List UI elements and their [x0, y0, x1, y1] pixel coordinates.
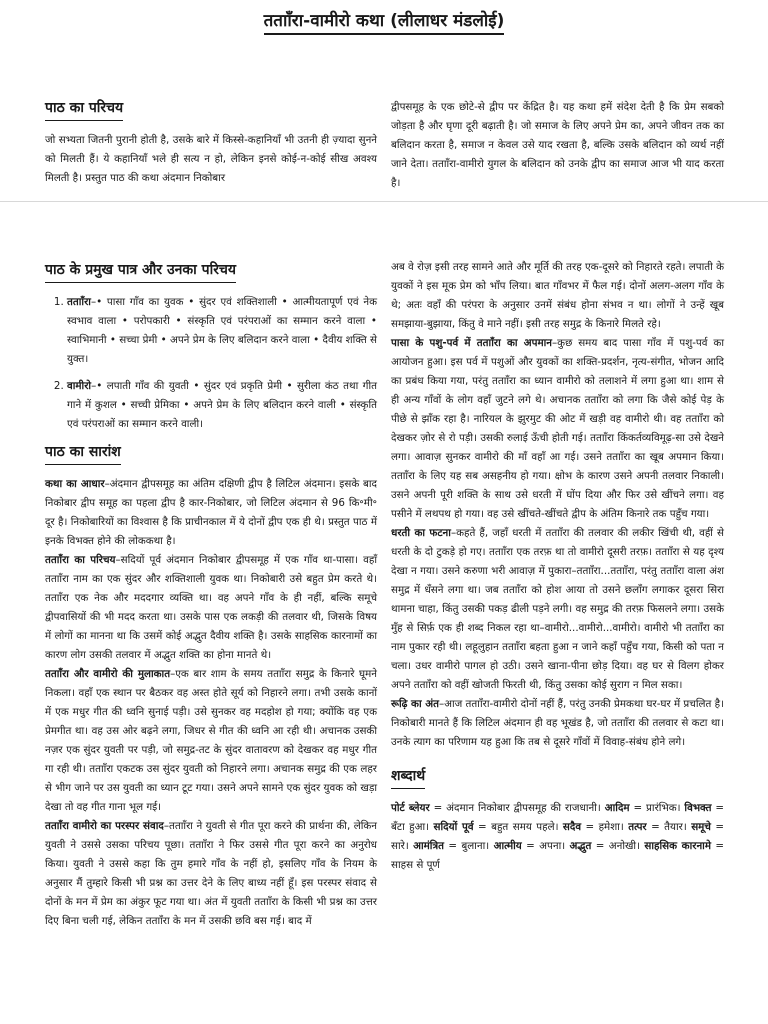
glossary-meaning: = अंदमान निकोबार द्वीपसमूह की राजधानी। [429, 802, 605, 814]
story-paragraph [391, 524, 724, 695]
story-paragraph [391, 695, 724, 752]
character-name: वामीरो [67, 380, 92, 392]
glossary-word: सदियों पूर्व [433, 821, 474, 833]
character-desc: –• लपाती गाँव की युवती • सुंदर एवं प्रकृति प्रेमी • सुरीला कंठ तथा गीत गाने में कुशल • सच्ची प्रेमिका • अपने प्रेम के लिए बलिदान करने वाली • संस्कृति एवं परंपराओं का सम्मान करने वाली। [67, 380, 377, 430]
glossary-meaning: = अपना। [521, 840, 570, 852]
glossary-meaning: = तैयार। [646, 821, 692, 833]
glossary-meaning: = बुलाना। [444, 840, 494, 852]
glossary-word: आदिम [604, 802, 630, 814]
page-title-text: ततााँरा-वामीरो कथा (लीलाधर मंडलोई) [264, 8, 505, 35]
summary-label: ततााँरा का परिचय [45, 554, 116, 566]
glossary-word: समूचे [691, 821, 711, 833]
intro-paragraph-right: द्वीपसमूह के एक छोटे-से द्वीप पर केंद्रित है। यह कथा हमें संदेश देती है कि प्रेम सबको जोड़ता है और घृणा दूरी बढ़ाती है। जो समाज के लिए अपने प्रेम का, अपने जीवन तक का बलिदान करता है, समाज न केवल उसे याद रखता है, बल्कि उसके बलिदान को व्यर्थ नहीं जाने देता। ततााँरा-वामीरो युगल के बलिदान को उनके द्वीप का समाज आज भी याद करता है। [391, 101, 724, 189]
summary-paragraph [45, 475, 377, 551]
story-text: –कहते हैं, जहाँ धरती में ततााँरा की तलवार की लकीर खिंची थी, वहीं से धरती के दो टुकड़े हो गए। ततााँरा एक तरफ़ था तो वामीरो दूसरी तरफ़। ततााँरा से यह दृश्य देखा न गया। उसने करुणा भरी आवाज़ में पुकारा–ततााँरा...ततााँरा, परंतु ततााँरा वाला अंश समुद्र में धँसने लगा था। जब ततााँरा को होश आया तो उसने छलाँग लगाकर दूसरा सिरा थामना चाहा, किंतु उसकी पकड़ ढीली पड़ने लगी। वह समुद्र की तरफ़ फिसलने लगा। उसके मुँह से सिर्फ़ एक ही शब्द निकल रहा था–वामीरो...वामीरो...वामीरो। वामीरो भी ततााँरा का नाम पुकार रही थी। लहूलुहान ततााँरा बहता हुआ न जाने कहाँ पहुँच गया, किसी को पता न चला। उधर वामीरो पागल हो उठी। उसने खाना-पीना छोड़ दिया। वह घर से विलग होकर अपने ततााँरा को वहीं खोजती फिरती थी, किंतु उसका कोई सुराग न मिल सका। [391, 527, 724, 691]
summary-heading: पाठ का सारांश [45, 442, 121, 465]
glossary-word: आत्मीय [493, 840, 522, 852]
glossary-meaning: = सारे। [391, 821, 724, 852]
summary-label: ततााँरा और वामीरो की मुलाकात [45, 668, 171, 680]
character-item [67, 293, 377, 369]
glossary-word: साहसिक कारनामे [644, 840, 711, 852]
summary-label: कथा का आधार [45, 478, 105, 490]
story-paragraph [391, 334, 724, 524]
intro-left-column [45, 98, 377, 188]
glossary-word: अद्भुत [569, 840, 592, 852]
summary-text: –ततााँरा ने युवती से गीत पूरा करने की प्रार्थना की, लेकिन युवती ने उससे उसका परिचय पूछा। ततााँरा ने फिर उससे गीत पूरा करने का अनुरोध किया। युवती ने उससे कहा कि तुम हमारे गाँव के नहीं हो, इसलिए गाँव के नियम के अनुसार मैं तुम्हारे किसी भी प्रश्न का उत्तर देने के लिए बाध्य नहीं हूँ। इस परस्पर संवाद से दोनों के मन में प्रेम का अंकुर फूट गया था। अंत में युवती ततााँरा के किसी भी प्रश्न का उत्तर दिए बिना चली गई, लेकिन ततााँरा के मन में उसकी छवि बस गई। बाद में [45, 820, 377, 927]
glossary-word: सदैव [562, 821, 582, 833]
glossary-heading: शब्दार्थ [391, 766, 425, 789]
glossary-word: आमंत्रित [413, 840, 445, 852]
section-divider [0, 201, 768, 202]
story-label: पासा के पशु-पर्व में ततााँरा का अपमान [391, 337, 553, 349]
summary-label: ततााँरा वामीरो का परस्पर संवाद [45, 820, 164, 832]
glossary-meaning: = बहुत समय पहले। [473, 821, 563, 833]
glossary-meaning: = बँटा हुआ। [391, 802, 725, 833]
story-label: रूढ़ि का अंत [391, 698, 439, 710]
story-text: –आज ततााँरा-वामीरो दोनों नहीं हैं, परंतु उनकी प्रेमकथा घर-घर में प्रचलित है। निकोबारी मानते हैं कि लिटिल अंदमान ही वह भूखंड है, जो ततााँरा की तलवार से कटा था। उनके त्याग का परिणाम यह हुआ कि तब से दूसरे गाँवों में विवाह-संबंध होने लगे। [391, 698, 725, 748]
glossary-meaning: = अनोखी। [591, 840, 645, 852]
glossary-meaning: = हमेशा। [581, 821, 629, 833]
character-desc: –• पासा गाँव का युवक • सुंदर एवं शक्तिशाली • आत्मीयतापूर्ण एवं नेक स्वभाव वाला • परोपकारी • संस्कृति एवं परंपराओं का सम्मान करने वाला • स्वाभिमानी • सच्चा प्रेमी • अपने प्रेम के लिए बलिदान करने वाला • दैवीय शक्ति से युक्त। [67, 296, 377, 365]
story-paragraph: अब वे रोज़ इसी तरह सामने आते और मूर्ति की तरह एक-दूसरे को निहारते रहते। लपाती के युवकों ने इस मूक प्रेम को भाँप लिया। बात गाँवभर में फैल गई। दोनों अलग-अलग गाँव के थे; अतः वहाँ की परंपरा के अनुसार उनमें संबंध होना संभव न था। लोगों ने उन्हें खूब समझाया-बुझाया, किंतु वे माने नहीं। इसी तरह समुद्र के किनारे मिलते रहे। [391, 261, 724, 330]
page-title [0, 8, 768, 35]
character-name: ततााँरा [67, 296, 91, 308]
intro-heading: पाठ का परिचय [45, 98, 123, 121]
character-item [67, 377, 377, 434]
summary-paragraph [45, 665, 377, 817]
intro-right-column [391, 98, 724, 193]
characters-list [45, 293, 377, 434]
summary-text: –एक बार शाम के समय ततााँरा समुद्र के किनारे घूमने निकला। वहाँ एक स्थान पर बैठकर वह अस्त होते सूर्य को निहारने लगा। तभी उसके कानों में एक मधुर गीत की ध्वनि सुनाई पड़ी। उसे सुनकर वह मदहोश हो गया; क्योंकि वह एक प्रेमगीत था। वह उस ओर बढ़ने लगा, जिधर से गीत की ध्वनि आ रही थी। अचानक उसकी नज़र एक सुंदर युवती पर पड़ी, जो समुद्र-तट के सुंदर वातावरण को देखकर वह मधुर गीत गा रही थी। ततााँरा एकटक उस सुंदर युवती को निहारने लगा। अचानक समुद्र की एक लहर से भीग जाने पर उस युवती का ध्यान टूट गया। उसने अपने सामने एक सुंदर युवक को खड़ा देखा तो वह गीत गाना भूल गई। [45, 668, 377, 813]
summary-text: –अंदमान द्वीपसमूह का अंतिम दक्षिणी द्वीप है लिटिल अंदमान। इसके बाद निकोबार द्वीप समूह का पहला द्वीप है कार-निकोबार, जो लिटिल अंदमान से 96 कि॰मी॰ दूर है। निकोबारियों का विश्वास है कि प्राचीनकाल में ये दोनों द्वीप एक ही थे। प्रस्तुत पाठ में इनके विभक्त होने की लोककथा है। [45, 478, 377, 547]
characters-heading: पाठ के प्रमुख पात्र और उनका परिचय [45, 260, 236, 283]
glossary-paragraph [391, 799, 724, 875]
intro-paragraph-left: जो सभ्यता जितनी पुरानी होती है, उसके बारे में किस्से-कहानियाँ भी उतनी ही ज़्यादा सुनने को मिलती हैं। ये कहानियाँ भले ही सत्य न हो, लेकिन इनसे कोई-न-कोई सीख अवश्य मिलती है। प्रस्तुत पाठ की कथा अंदमान निकोबार [45, 134, 377, 184]
glossary-word: पोर्ट ब्लेयर [391, 802, 430, 814]
glossary-word: तत्पर [628, 821, 647, 833]
right-column [391, 258, 724, 875]
story-label: धरती का फटना [391, 527, 451, 539]
glossary-meaning: = साहस से पूर्ण [391, 840, 724, 871]
summary-paragraph [45, 551, 377, 665]
summary-text: –सदियों पूर्व अंदमान निकोबार द्वीपसमूह में एक गाँव था-पासा। वहाँ ततााँरा नाम का एक सुंदर और शक्तिशाली युवक था। निकोबारी उसे बहुत प्रेम करते थे। ततााँरा एक नेक और मददगार व्यक्ति था। वह अपने गाँव के ही नहीं, बल्कि समूचे द्वीपवासियों की भी मदद करता था। उसके पास एक लकड़ी की तलवार थी, जिसके विषय में लोगों का मानना था कि उसमें कोई अद्भुत दैवीय शक्ति है। उसके साहसिक कारनामों का कारण लोग उसकी तलवार में अद्भुत शक्ति का होना मानते थे। [45, 554, 378, 661]
glossary-word: विभक्त [684, 802, 712, 814]
story-text: –कुछ समय बाद पासा गाँव में पशु-पर्व का आयोजन हुआ। इस पर्व में पशुओं और युवकों का शक्ति-प्रदर्शन, नृत्य-संगीत, भोजन आदि का प्रबंध किया गया, परंतु ततााँरा का ध्यान वामीरो को तलाशने में लगा हुआ था। शाम से ही अन्य गाँवों के लोग वहाँ जुटने लगे थे। अचानक ततााँरा को लगा कि जैसे कोई पेड़ के पीछे से झाँक रहा है। नारियल के झुरमुट की ओट में खड़ी वह वामीरो थी। वह ततााँरा को देखकर ज़ोर से रो पड़ी। उसकी रुलाई ऊँची होती गई। ततााँरा किंकर्तव्यविमूढ़-सा उसे देखने लगा। आवाज़ सुनकर वामीरो की माँ वहाँ आ गई। उसने ततााँरा का खूब अपमान किया। ततााँरा के लिए यह सब असहनीय हो गया। क्षोभ के कारण उसने अपनी तलवार निकाली। उसने अपनी पूरी शक्ति के साथ उसे धरती में घोंप दिया और फिर उसे खींचने लगा। वह पसीने में लथपथ हो गया। वह उसे खींचते-खींचते द्वीप के अंतिम किनारे तक पहुँच गया। [391, 337, 724, 520]
summary-paragraph [45, 817, 377, 931]
left-column [45, 260, 377, 931]
glossary-meaning: = प्रारंभिक। [629, 802, 685, 814]
